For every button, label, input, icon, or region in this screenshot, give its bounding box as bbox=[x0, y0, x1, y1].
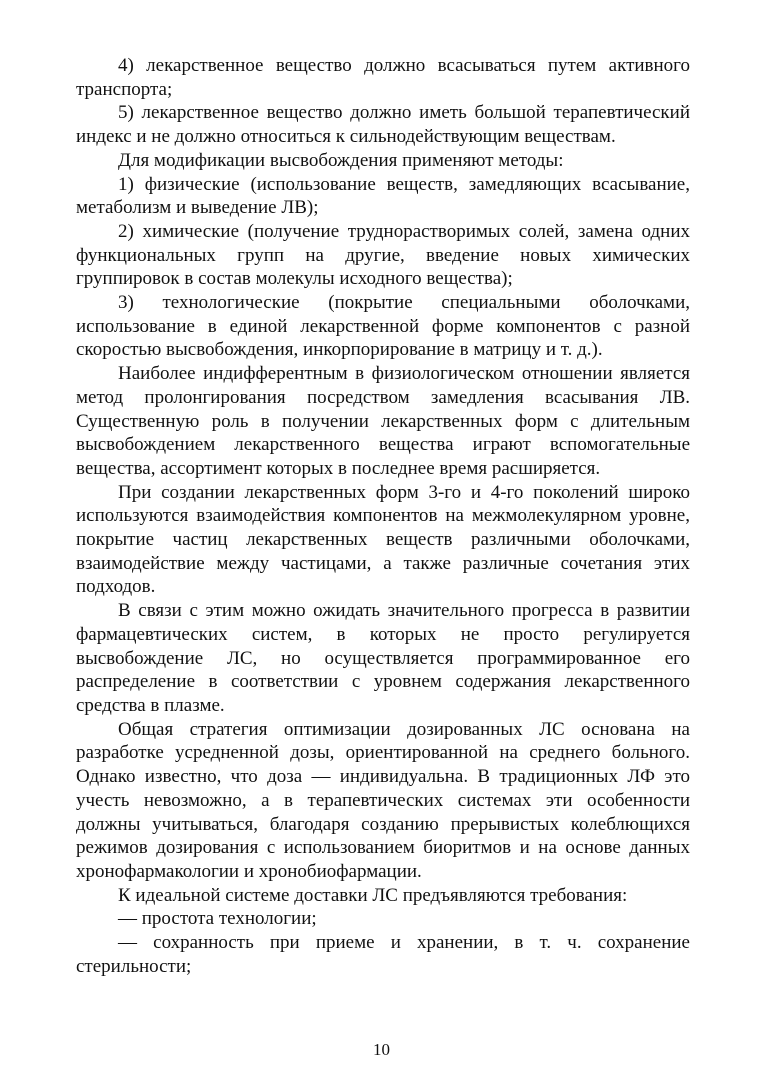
paragraph-item-5: 5) лекарственное вещество должно иметь большой терапевтический индекс и не должно относиться к сильнодействующим веществам. bbox=[76, 102, 690, 148]
paragraph-methods-intro: Для модификации высвобождения применяют методы: bbox=[118, 149, 564, 171]
page-number: 10 bbox=[373, 1040, 390, 1059]
paragraph-requirements-intro: К идеальной системе доставки ЛС предъявляются требования: bbox=[118, 884, 628, 906]
paragraph-requirement-safety: — сохранность при приеме и хранении, в т. ч. сохранение стерильности; bbox=[76, 932, 690, 977]
paragraph-requirement-simplicity: — простота технологии; bbox=[118, 908, 317, 930]
paragraph-method-physical: 1) физические (использование веществ, замедляющих всасывание, метаболизм и выведение ЛВ); bbox=[76, 173, 690, 219]
paragraph-indifferent-method: Наиболее индифферентным в физиологическом отношении является метод пролонгирования посредством замедления всасывания ЛВ. Существенную роль в получении лекарственных форм с длительным высвобождением лекарственного вещества играют вспомогательные вещества, ассортимент которых в последнее время расширяется. bbox=[76, 363, 690, 479]
paragraph-strategy: Общая стратегия оптимизации дозированных ЛС основана на разработке усредненной дозы, ориентированной на среднего больного. Однако известно, что доза — индивидуальна. В традиционных ЛФ это учесть невозможно, а в терапевтических системах эти особенности должны учитываться, благодаря созданию прерывистых колеблющихся режимов дозирования с использованием биоритмов и на основе данных хронофармакологии и хронобиофармации. bbox=[76, 718, 690, 882]
paragraph-method-technological: 3) технологические (покрытие специальными оболочками, использование в единой лекарственной форме компонентов с разной скоростью высвобождения, инкорпорирование в матрицу и т. д.). bbox=[76, 292, 690, 361]
paragraph-generations: При создании лекарственных форм 3-го и 4-го поколений широко используются взаимодействия компонентов на межмолекулярном уровне, покрытие частиц лекарственных веществ различными оболочками, взаимодействие между частицами, а также различные сочетания этих подходов. bbox=[76, 481, 690, 598]
paragraph-method-chemical: 2) химические (получение труднорастворимых солей, замена одних функциональных групп на другие, введение новых химических группировок в состав молекулы исходного вещества); bbox=[76, 220, 690, 290]
paragraph-progress: В связи с этим можно ожидать значительного прогресса в развитии фармацевтических систем, в которых не просто регулируется высвобождение ЛС, но осуществляется программированное его распределение в соответствии с уровнем содержания лекарственного средства в плазме. bbox=[76, 600, 690, 716]
paragraph-item-4: 4) лекарственное вещество должно всасываться путем активного транспорта; bbox=[76, 55, 690, 100]
page-body bbox=[76, 54, 690, 978]
